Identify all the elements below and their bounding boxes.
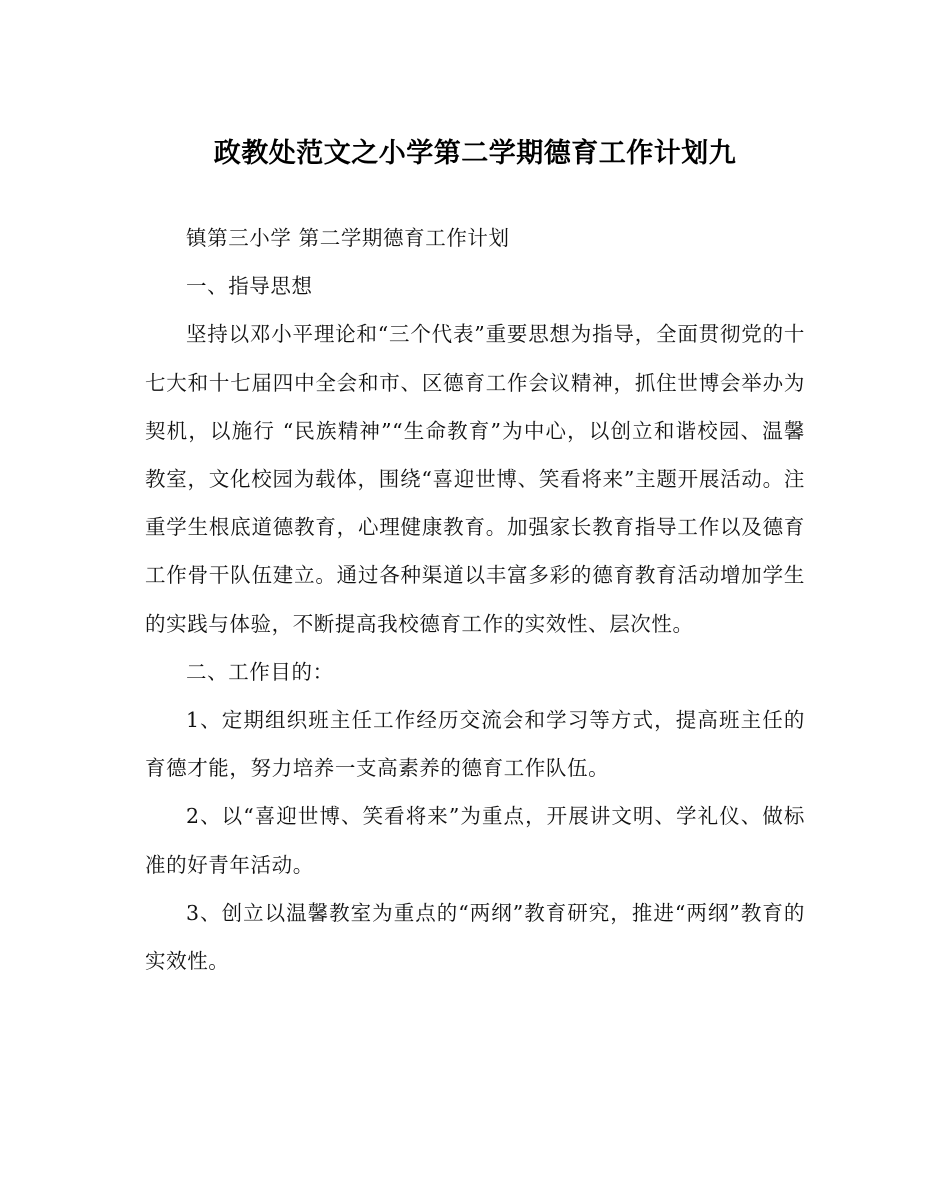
paragraph-goal-3: 3、创立以温馨教室为重点的“两纲”教育研究，推进“两纲”教育的实效性。 [145, 900, 805, 974]
paragraph-goal-2: 2、以“喜迎世博、笑看将来”为重点，开展讲文明、学礼仪、做标准的好青年活动。 [145, 804, 805, 877]
document-title: 政教处范文之小学第二学期德育工作计划九 [213, 138, 737, 169]
paragraph-goal-1: 1、定期组织班主任工作经历交流会和学习等方式，提高班主任的育德才能，努力培养一支高素养的德育工作队伍。 [145, 708, 805, 781]
document-body [145, 214, 805, 985]
paragraph-section-work-goals: 二、工作目的： [186, 659, 334, 684]
paragraph-section-guiding-thought: 一、指导思想 [186, 274, 313, 299]
paragraph-guiding-thought-body: 坚持以邓小平理论和“三个代表”重要思想为指导，全面贯彻党的十七大和十七届四中全会和市、区德育工作会议精神，抓住世博会举办为契机，以施行 “民族精神”“生命教育”为中心，以创立和谐校园、温馨教室，文化校园为载体，围绕“喜迎世博、笑看将来”主题开展活动。注重学生根底道德教育，心理健康教育。加强家长教育指导工作以及德育工作骨干队伍建立。通过各种渠道以丰富多彩的德育教育活动增加学生的实践与体验，不断提高我校德育工作的实效性、层次性。 [145, 322, 805, 636]
paragraph-school-plan-heading: 镇第三小学 第二学期德育工作计划 [186, 226, 510, 250]
